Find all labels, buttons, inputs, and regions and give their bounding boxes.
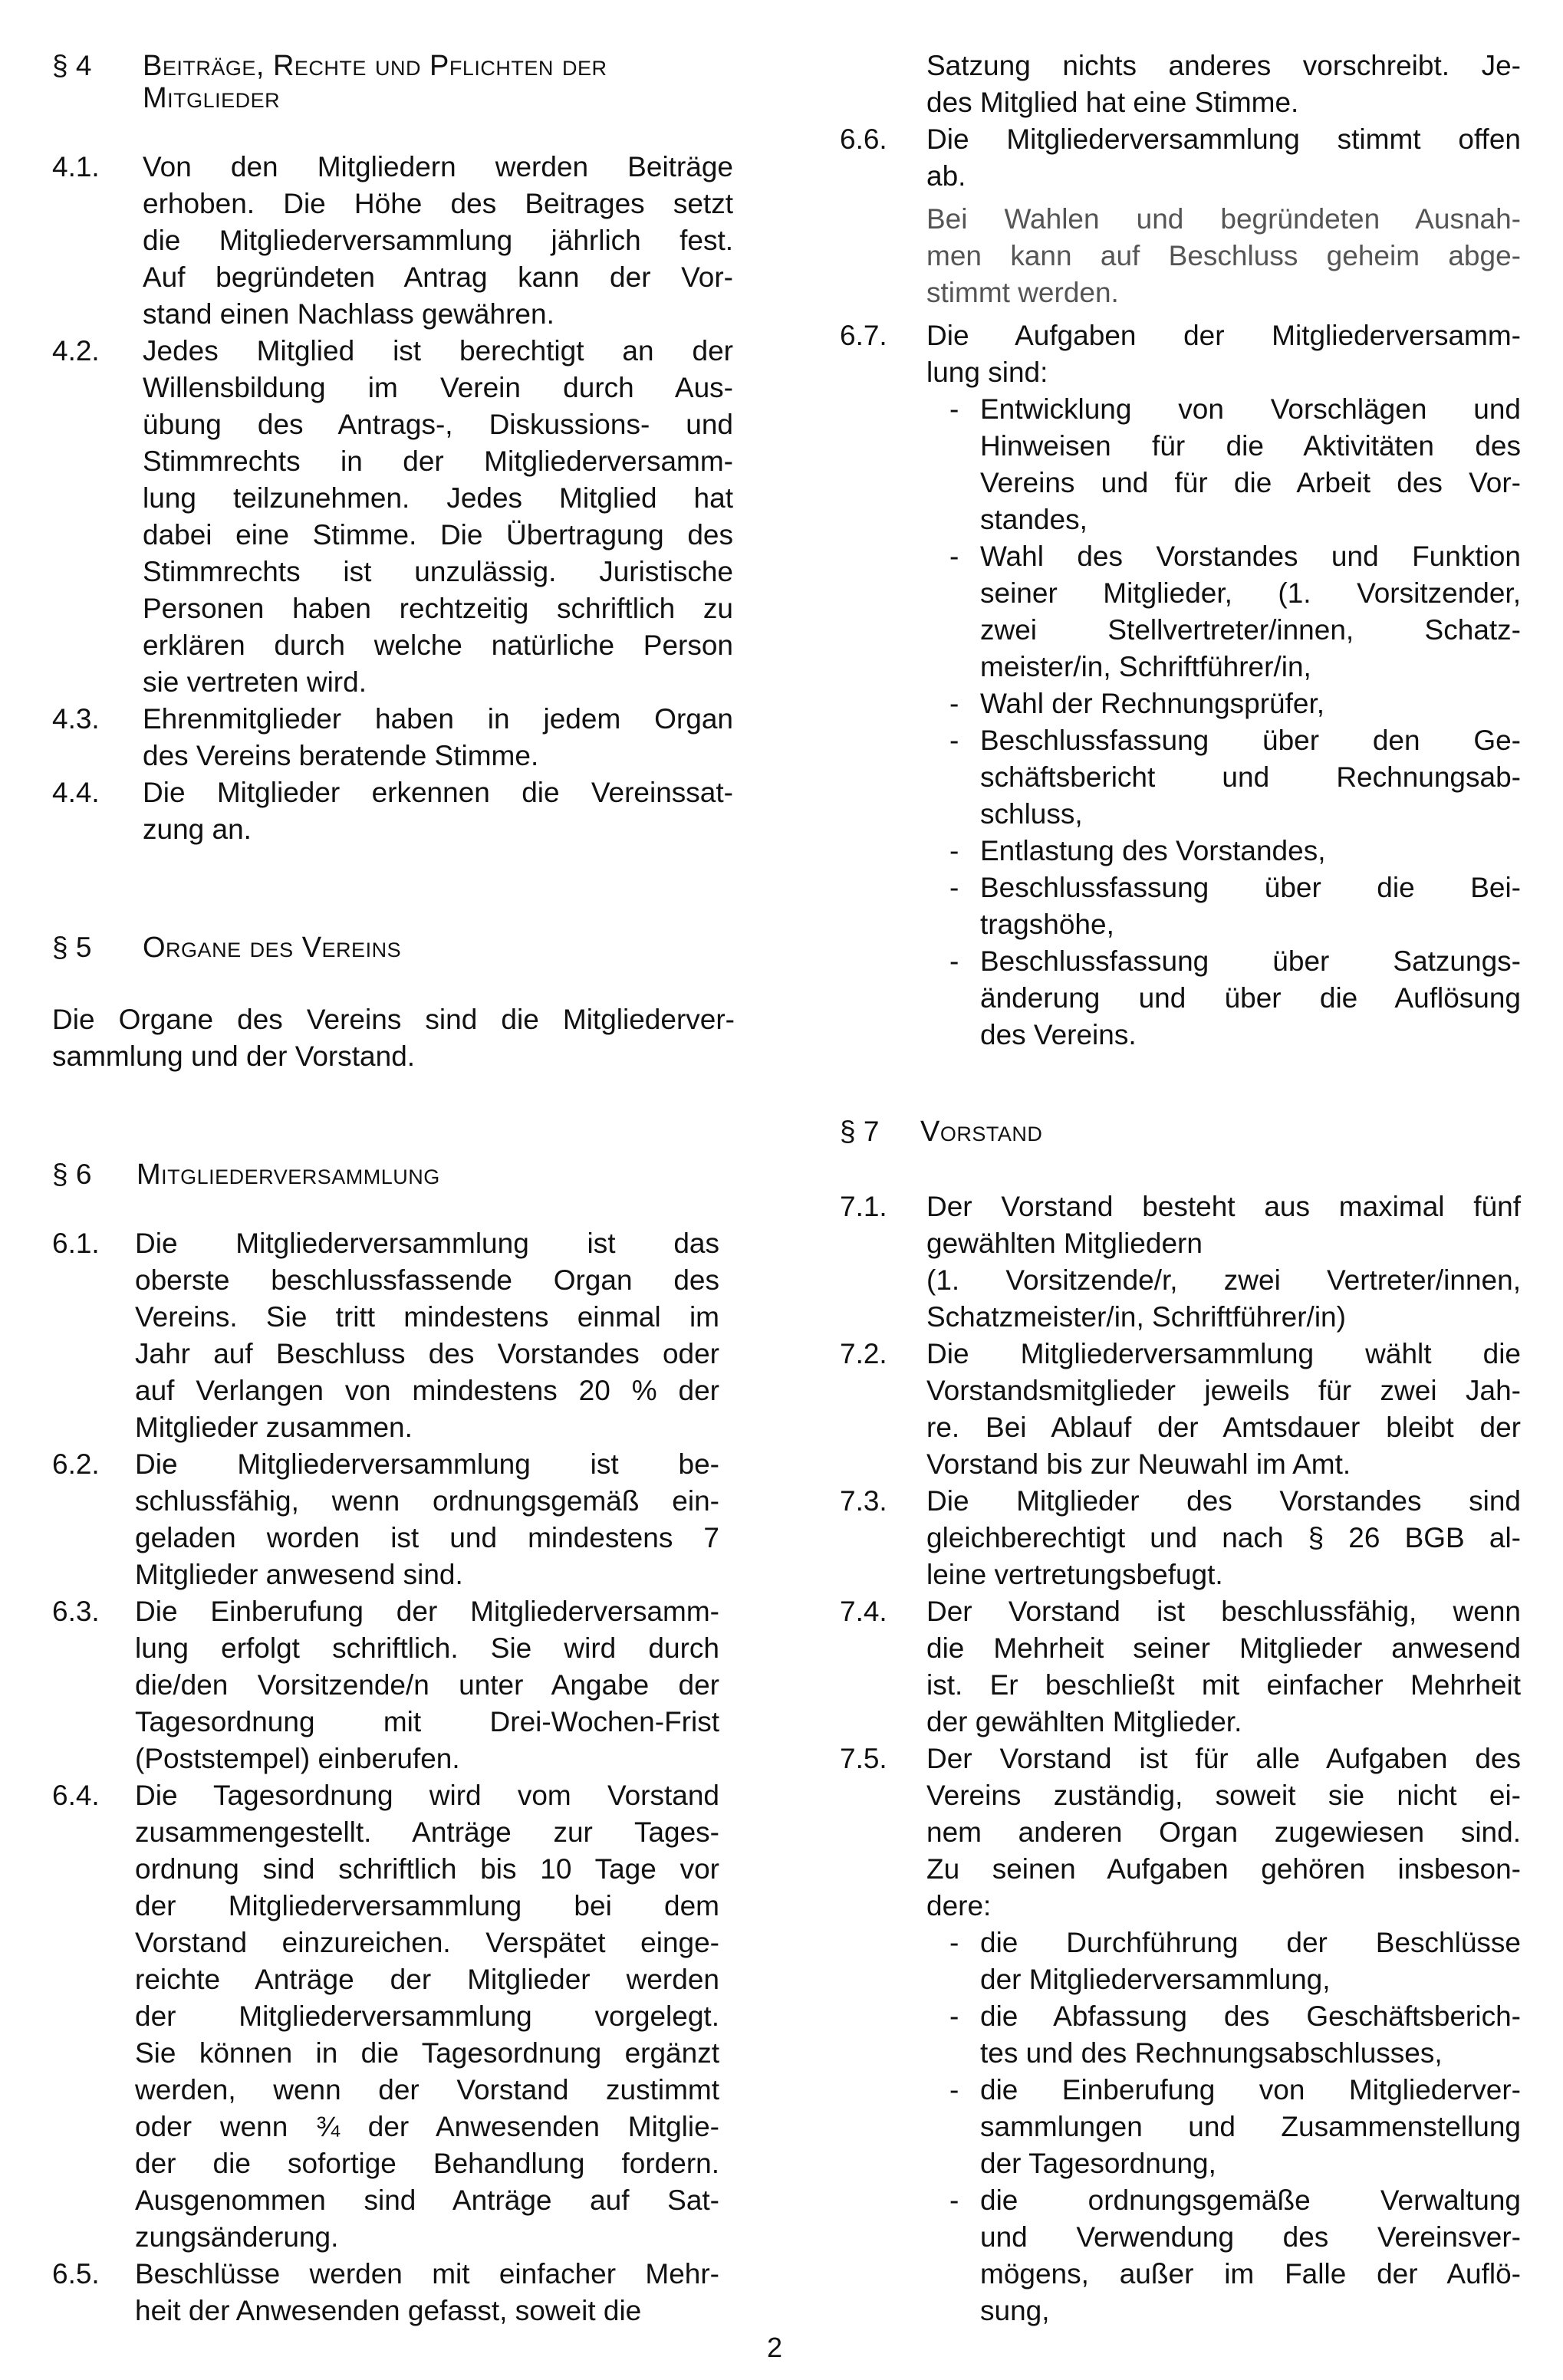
item-text-line: Die Mitglieder erkennen die Vereinssat- — [143, 777, 733, 808]
item-text-note — [926, 201, 1521, 311]
bullet-item-line: Entlastung des Vorstandes, — [980, 835, 1326, 866]
item-text-line: gleichberechtigt und nach § 26 BGB al- — [926, 1522, 1521, 1553]
item-text-continued-line: Satzung nichts anderes vorschreibt. Je- — [926, 50, 1521, 81]
section-7-number: § 7 — [840, 1116, 880, 1147]
bullet-item-line: standes, — [980, 504, 1088, 535]
bullet-item — [980, 391, 1521, 538]
bullet-item-line: Vereins und für die Arbeit des Vor- — [980, 467, 1521, 498]
item-text-line: Von den Mitgliedern werden Beiträge — [143, 151, 733, 182]
bullet-item — [980, 943, 1521, 1054]
item-text-line: lung teilzunehmen. Jedes Mitglied hat — [143, 482, 733, 514]
item-text-line: Stimmrechts ist unzulässig. Juristische — [143, 556, 733, 587]
item-number: 4.1. — [52, 151, 100, 182]
item-text-line: ab. — [926, 160, 966, 192]
item-text-note — [926, 1262, 1521, 1336]
item-number: 4.2. — [52, 335, 100, 367]
item-text-note-line: men kann auf Beschluss geheim abge- — [926, 240, 1521, 271]
item-number: 4.4. — [52, 777, 100, 808]
bullet-item-line: änderung und über die Auflösung — [980, 982, 1521, 1014]
item-text — [926, 317, 1521, 391]
item-text-line: der Mitgliederversammlung vorgelegt. — [135, 2000, 719, 2032]
item-text-line: Tagesordnung mit Drei-Wochen-Frist — [135, 1706, 719, 1737]
bullet-item — [980, 685, 1521, 722]
item-text-line: Mitglieder anwesend sind. — [135, 1559, 463, 1590]
item-text-line: Ehrenmitglieder haben in jedem Organ — [143, 703, 733, 735]
item-text-line: Ausgenommen sind Anträge auf Sat- — [135, 2184, 719, 2216]
bullet-item-line: schluss, — [980, 798, 1083, 830]
item-text — [926, 121, 1521, 195]
bullet-dash: - — [949, 725, 959, 756]
bullet-item — [980, 1998, 1521, 2072]
item-text-line: Personen haben rechtzeitig schriftlich zu — [143, 593, 733, 624]
item-text — [135, 1225, 719, 1446]
item-text-line: Der Vorstand ist beschlussfähig, wenn — [926, 1596, 1521, 1627]
item-text-line: ist. Er beschließt mit einfacher Mehrheit — [926, 1669, 1521, 1701]
bullet-item-line: mögens, außer im Falle der Auflö- — [980, 2258, 1521, 2290]
item-text-line: des Vereins beratende Stimme. — [143, 740, 539, 771]
bullet-item-line: seiner Mitglieder, (1. Vorsitzender, — [980, 577, 1521, 609]
bullet-item-line: Wahl des Vorstandes und Funktion — [980, 541, 1521, 572]
item-number: 7.3. — [840, 1485, 887, 1517]
bullet-item — [980, 722, 1521, 833]
bullet-dash: - — [949, 2074, 959, 2106]
item-text-note-line: (1. Vorsitzende/r, zwei Vertreter/innen, — [926, 1264, 1521, 1296]
item-number: 6.2. — [52, 1448, 100, 1480]
item-text — [143, 333, 733, 701]
bullet-item-line: Entwicklung von Vorschlägen und — [980, 393, 1521, 425]
item-text — [926, 1188, 1521, 1262]
section-7-title: Vorstand — [920, 1116, 1043, 1148]
bullet-item-line: und Verwendung des Vereinsver- — [980, 2221, 1521, 2253]
item-number: 7.5. — [840, 1743, 887, 1774]
bullet-item-line: tes und des Rechnungsabschlusses, — [980, 2037, 1443, 2069]
item-text-line: Sie können in die Tagesordnung ergänzt — [135, 2037, 719, 2069]
item-text-line: lung sind: — [926, 357, 1048, 388]
section-5-number: § 5 — [52, 932, 92, 963]
item-text-line: Zu seinen Aufgaben gehören insbeson- — [926, 1853, 1521, 1885]
item-text-note-line: Schatzmeister/in, Schriftführer/in) — [926, 1301, 1346, 1333]
item-text-line: Der Vorstand besteht aus maximal fünf — [926, 1191, 1521, 1222]
item-text-line: Mitglieder zusammen. — [135, 1412, 413, 1443]
item-text — [143, 701, 733, 774]
item-text-note-line: stimmt werden. — [926, 277, 1119, 308]
bullet-item-line: schäftsbericht und Rechnungsab- — [980, 761, 1521, 793]
item-text-line: Vorstand bis zur Neuwahl im Amt. — [926, 1448, 1351, 1480]
item-text-line: geladen worden ist und mindestens 7 — [135, 1522, 719, 1553]
item-number: 7.4. — [840, 1596, 887, 1627]
item-text-line: der Mitgliederversammlung bei dem — [135, 1890, 719, 1921]
item-text — [135, 2256, 719, 2329]
bullet-item-line: tragshöhe, — [980, 909, 1114, 940]
item-text — [926, 1336, 1521, 1483]
item-text-line: werden, wenn der Vorstand zustimmt — [135, 2074, 719, 2106]
item-number: 6.5. — [52, 2258, 100, 2290]
item-text — [926, 1593, 1521, 1741]
item-text-line: Beschlüsse werden mit einfacher Mehr- — [135, 2258, 719, 2290]
bullet-dash: - — [949, 2000, 959, 2032]
bullet-dash: - — [949, 393, 959, 425]
bullet-item-line: die ordnungsgemäße Verwaltung — [980, 2184, 1521, 2216]
item-text-line: Die Tagesordnung wird vom Vorstand — [135, 1780, 719, 1811]
item-text-line: Die Mitgliederversammlung ist be- — [135, 1448, 719, 1480]
bullet-item-line: Hinweisen für die Aktivitäten des — [980, 430, 1521, 462]
item-text-line: oberste beschlussfassende Organ des — [135, 1264, 719, 1296]
item-text-line: Die Mitgliederversammlung stimmt offen — [926, 123, 1521, 155]
bullet-item — [980, 2182, 1521, 2329]
item-text-line: der die sofortige Behandlung fordern. — [135, 2148, 719, 2179]
item-text-line: Auf begründeten Antrag kann der Vor- — [143, 261, 733, 293]
bullet-item-line: des Vereins. — [980, 1019, 1137, 1050]
item-text-line: der gewählten Mitglieder. — [926, 1706, 1242, 1737]
item-text-line: Die Einberufung der Mitgliederversamm- — [135, 1596, 719, 1627]
bullet-item — [980, 869, 1521, 943]
item-number: 6.6. — [840, 123, 887, 155]
item-text-line: leine vertretungsbefugt. — [926, 1559, 1223, 1590]
bullet-item-line: Wahl der Rechnungsprüfer, — [980, 688, 1325, 719]
item-number: 7.1. — [840, 1191, 887, 1222]
item-text-line: Jahr auf Beschluss des Vorstandes oder — [135, 1338, 719, 1369]
item-text-line: erhoben. Die Höhe des Beitrages setzt — [143, 188, 733, 219]
item-text-line: Vorstand einzureichen. Verspätet einge- — [135, 1927, 719, 1958]
section-5-title: Organe des Vereins — [143, 932, 402, 964]
bullet-item-line: die Einberufung von Mitgliederver- — [980, 2074, 1521, 2106]
section-4-number: § 4 — [52, 50, 92, 81]
bullet-item-line: die Durchführung der Beschlüsse — [980, 1927, 1521, 1958]
section-5-text — [52, 1001, 735, 1075]
section-4-title-cont: Mitglieder — [143, 82, 281, 114]
bullet-item-line: Beschlussfassung über die Bei- — [980, 872, 1521, 903]
item-text-continued-line: des Mitglied hat eine Stimme. — [926, 87, 1299, 118]
item-text-line: zungsänderung. — [135, 2221, 339, 2253]
item-text-line: Vorstandsmitglieder jeweils für zwei Jah- — [926, 1375, 1521, 1406]
item-text-line: ordnung sind schriftlich bis 10 Tage vor — [135, 1853, 719, 1885]
section-6-number: § 6 — [52, 1159, 92, 1190]
item-text-line: Die Mitgliederversammlung ist das — [135, 1228, 719, 1259]
item-text-line: Die Aufgaben der Mitgliederversamm- — [926, 320, 1521, 351]
bullet-item-line: sammlungen und Zusammenstellung — [980, 2111, 1521, 2142]
item-text-line: Stimmrechts in der Mitgliederversamm- — [143, 445, 733, 477]
item-text-line: auf Verlangen von mindestens 20 % der — [135, 1375, 719, 1406]
bullet-dash: - — [949, 872, 959, 903]
item-text-line: sie vertreten wird. — [143, 666, 367, 698]
item-number: 7.2. — [840, 1338, 887, 1369]
bullet-dash: - — [949, 945, 959, 977]
item-text-line: Die Mitglieder des Vorstandes sind — [926, 1485, 1521, 1517]
item-text-line: schlussfähig, wenn ordnungsgemäß ein- — [135, 1485, 719, 1517]
bullet-dash: - — [949, 835, 959, 866]
item-text-note-line: Bei Wahlen und begründeten Ausnah- — [926, 203, 1521, 235]
bullet-item-line: zwei Stellvertreter/innen, Schatz- — [980, 614, 1521, 646]
item-text-line: erklären durch welche natürliche Person — [143, 630, 733, 661]
item-text-line: die Mehrheit seiner Mitglieder anwesend — [926, 1632, 1521, 1664]
bullet-dash: - — [949, 2184, 959, 2216]
item-text — [926, 1483, 1521, 1593]
item-text — [143, 149, 733, 333]
bullet-item — [980, 2072, 1521, 2182]
item-text-line: oder wenn ¾ der Anwesenden Mitglie- — [135, 2111, 719, 2142]
item-number: 4.3. — [52, 703, 100, 735]
bullet-item — [980, 1925, 1521, 1998]
item-number: 6.1. — [52, 1228, 100, 1259]
item-text-line: Vereins. Sie tritt mindestens einmal im — [135, 1301, 719, 1333]
bullet-item — [980, 833, 1521, 869]
item-text — [926, 1741, 1521, 1925]
item-text-line: Die Mitgliederversammlung wählt die — [926, 1338, 1521, 1369]
page-number: 2 — [767, 2332, 783, 2363]
section-6-title: Mitgliederversammlung — [137, 1159, 440, 1191]
section-4-title: Beiträge, Rechte und Pflichten der — [143, 50, 607, 82]
item-text — [135, 1446, 719, 1593]
bullet-dash: - — [949, 541, 959, 572]
bullet-item — [980, 538, 1521, 685]
item-number: 6.3. — [52, 1596, 100, 1627]
item-text-line: re. Bei Ablauf der Amtsdauer bleibt der — [926, 1412, 1521, 1443]
bullet-dash: - — [949, 1927, 959, 1958]
item-text-line: nem anderen Organ zugewiesen sind. — [926, 1816, 1521, 1848]
bullet-item-line: der Mitgliederversammlung, — [980, 1964, 1331, 1995]
item-text-line: zusammengestellt. Anträge zur Tages- — [135, 1816, 719, 1848]
item-text-line: Der Vorstand ist für alle Aufgaben des — [926, 1743, 1521, 1774]
item-text-line: zung an. — [143, 814, 252, 845]
bullet-dash: - — [949, 688, 959, 719]
bullet-item-line: die Abfassung des Geschäftsberich- — [980, 2000, 1521, 2032]
bullet-item-line: Beschlussfassung über den Ge- — [980, 725, 1521, 756]
item-number: 6.4. — [52, 1780, 100, 1811]
bullet-item-line: sung, — [980, 2295, 1050, 2326]
bullet-item-line: meister/in, Schriftführer/in, — [980, 651, 1311, 682]
item-text — [135, 1777, 719, 2256]
item-text-line: dere: — [926, 1890, 992, 1921]
item-text-line: die/den Vorsitzende/n unter Angabe der — [135, 1669, 719, 1701]
item-text-line: die Mitgliederversammlung jährlich fest. — [143, 225, 733, 256]
item-text-line: Willensbildung im Verein durch Aus- — [143, 372, 733, 403]
item-text — [143, 774, 733, 848]
section-5-text-line: sammlung und der Vorstand. — [52, 1040, 416, 1072]
bullet-item-line: Beschlussfassung über Satzungs- — [980, 945, 1521, 977]
item-text-line: (Poststempel) einberufen. — [135, 1743, 460, 1774]
item-text-line: reichte Anträge der Mitglieder werden — [135, 1964, 719, 1995]
item-text-line: Vereins zuständig, soweit sie nicht ei- — [926, 1780, 1521, 1811]
section-5-text-line: Die Organe des Vereins sind die Mitgliederver- — [52, 1004, 735, 1035]
item-text-line: lung erfolgt schriftlich. Sie wird durch — [135, 1632, 719, 1664]
item-text-line: übung des Antrags-, Diskussions- und — [143, 409, 733, 440]
item-text — [135, 1593, 719, 1777]
item-text-line: gewählten Mitgliedern — [926, 1228, 1203, 1259]
item-text-continued — [926, 48, 1521, 121]
item-text-line: stand einen Nachlass gewähren. — [143, 298, 554, 330]
bullet-item-line: der Tagesordnung, — [980, 2148, 1216, 2179]
item-number: 6.7. — [840, 320, 887, 351]
item-text-line: Jedes Mitglied ist berechtigt an der — [143, 335, 733, 367]
item-text-line: dabei eine Stimme. Die Übertragung des — [143, 519, 733, 551]
item-text-line: heit der Anwesenden gefasst, soweit die — [135, 2295, 642, 2326]
